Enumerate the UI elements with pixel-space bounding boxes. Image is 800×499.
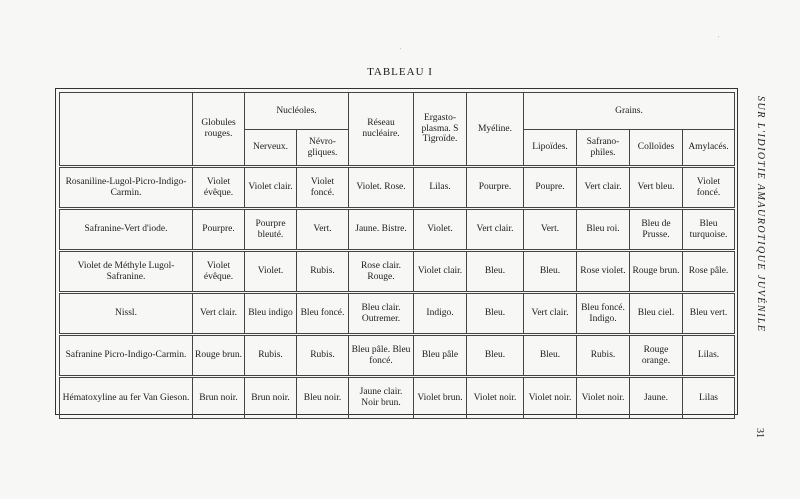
table-cell: Rouge orange.	[630, 335, 683, 377]
table-cell: Violet clair.	[414, 251, 467, 293]
table-cell: Rubis.	[577, 335, 630, 377]
row-label: Nissl.	[60, 293, 193, 335]
table-cell: Vert clair.	[193, 293, 245, 335]
table-row	[60, 377, 735, 419]
table-cell: Violet clair.	[245, 167, 297, 209]
header-lipoides: Lipoïdes.	[524, 130, 577, 167]
table-cell: Bleu turquoise.	[683, 209, 735, 251]
row-label: Hématoxyline au fer Van Gieson.	[60, 377, 193, 419]
staining-table	[59, 92, 735, 419]
table-cell: Vert clair.	[524, 293, 577, 335]
table-cell: Pourpre.	[193, 209, 245, 251]
header-grains: Grains.	[524, 93, 735, 130]
header-myeline: Myéline.	[467, 93, 524, 167]
table-cell: Bleu ciel.	[630, 293, 683, 335]
table-cell: Rose clair. Rouge.	[349, 251, 414, 293]
table-cell: Bleu clair. Outremer.	[349, 293, 414, 335]
header-nucleoles: Nucléoles.	[245, 93, 349, 130]
table-cell: Jaune. Bistre.	[349, 209, 414, 251]
table-cell: Jaune clair. Noir brun.	[349, 377, 414, 419]
table-cell: Rouge brun.	[193, 335, 245, 377]
table-cell: Bleu.	[467, 293, 524, 335]
table-cell: Poupre.	[524, 167, 577, 209]
header-ergasto: Ergasto-plasma. S Tigroïde.	[414, 93, 467, 167]
table-cell: Rose pâle.	[683, 251, 735, 293]
table-title: TABLEAU I	[367, 66, 433, 78]
table-row	[60, 167, 735, 209]
print-speck: '	[718, 36, 720, 42]
table-cell: Indigo.	[414, 293, 467, 335]
table-cell: Vert clair.	[577, 167, 630, 209]
table-cell: Brun noir.	[245, 377, 297, 419]
page-number: 31	[754, 428, 765, 438]
table-cell: Violet foncé.	[297, 167, 349, 209]
table-frame	[55, 88, 738, 415]
table-cell: Lilas	[683, 377, 735, 419]
table-cell: Pourpre bleuté.	[245, 209, 297, 251]
table-cell: Bleu.	[467, 335, 524, 377]
print-speck: '	[400, 48, 402, 54]
table-cell: Violet évêque.	[193, 251, 245, 293]
corner-header-cell	[60, 93, 193, 167]
row-label: Safranine-Vert d'iode.	[60, 209, 193, 251]
header-amylaces: Amylacés.	[683, 130, 735, 167]
table-cell: Bleu de Prusse.	[630, 209, 683, 251]
table-cell: Rubis.	[297, 335, 349, 377]
table-cell: Violet noir.	[577, 377, 630, 419]
table-cell: Violet brun.	[414, 377, 467, 419]
header-nevrogliques: Névro-gliques.	[297, 130, 349, 167]
table-row	[60, 209, 735, 251]
table-cell: Rubis.	[297, 251, 349, 293]
table-row	[60, 335, 735, 377]
header-nerveux: Nerveux.	[245, 130, 297, 167]
table-cell: Bleu noir.	[297, 377, 349, 419]
table-cell: Vert clair.	[467, 209, 524, 251]
header-reseau: Réseau nucléaire.	[349, 93, 414, 167]
running-head: SUR L'IDIOTIE AMAUROTIQUE JUVÉNILE	[755, 96, 766, 333]
table-cell: Violet. Rose.	[349, 167, 414, 209]
table-cell: Lilas.	[414, 167, 467, 209]
table-cell: Bleu indigo	[245, 293, 297, 335]
table-cell: Vert.	[524, 209, 577, 251]
table-cell: Bleu.	[467, 251, 524, 293]
row-label: Safranine Picro-Indigo-Carmin.	[60, 335, 193, 377]
table-cell: Violet.	[414, 209, 467, 251]
table-cell: Violet noir.	[524, 377, 577, 419]
table-cell: Violet évêque.	[193, 167, 245, 209]
table-cell: Vert.	[297, 209, 349, 251]
table-row	[60, 293, 735, 335]
table-cell: Jaune.	[630, 377, 683, 419]
table-row	[60, 251, 735, 293]
table-cell: Pourpre.	[467, 167, 524, 209]
table-cell: Bleu.	[524, 251, 577, 293]
table-cell: Bleu foncé. Indigo.	[577, 293, 630, 335]
header-colloides: Colloïdes	[630, 130, 683, 167]
row-label: Violet de Méthyle Lugol-Safranine.	[60, 251, 193, 293]
header-globules: Globules rouges.	[193, 93, 245, 167]
table-cell: Violet.	[245, 251, 297, 293]
table-cell: Violet noir.	[467, 377, 524, 419]
table-cell: Lilas.	[683, 335, 735, 377]
table-cell: Violet foncé.	[683, 167, 735, 209]
table-cell: Rubis.	[245, 335, 297, 377]
table-cell: Brun noir.	[193, 377, 245, 419]
table-cell: Bleu pâle. Bleu foncé.	[349, 335, 414, 377]
table-cell: Rose violet.	[577, 251, 630, 293]
table-cell: Bleu roi.	[577, 209, 630, 251]
table-cell: Bleu foncé.	[297, 293, 349, 335]
table-cell: Rouge brun.	[630, 251, 683, 293]
row-label: Rosaniline-Lugol-Picro-Indigo-Carmin.	[60, 167, 193, 209]
table-cell: Bleu vert.	[683, 293, 735, 335]
header-safranophiles: Safrano-philes.	[577, 130, 630, 167]
table-cell: Bleu pâle	[414, 335, 467, 377]
table-cell: Vert bleu.	[630, 167, 683, 209]
table-cell: Bleu.	[524, 335, 577, 377]
